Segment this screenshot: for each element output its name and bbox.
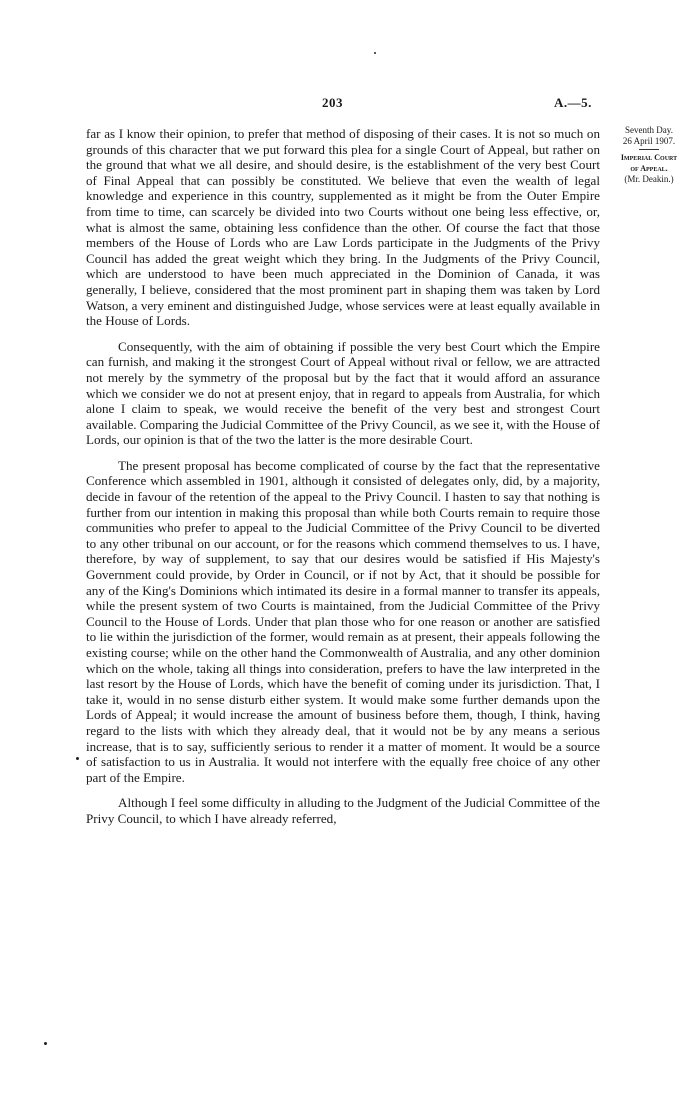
scan-speck — [44, 1042, 47, 1045]
body-text — [86, 126, 600, 837]
scan-speck — [374, 52, 376, 54]
margin-speaker: (Mr. Deakin.) — [624, 174, 674, 184]
margin-subject-line2: of Appeal. — [630, 164, 668, 173]
paragraph-3: The present proposal has become complicated of course by the fact that the representative Conference which assembled in 1901, although it consisted of delegates only, did, by a majority, decide in favour of the retention of the appeal to the Privy Council. I hasten to say that nothing is further from our intention in making this proposal than while both Courts remain to require those communities who prefer to appeal to the Judicial Committee of the Privy Council to be diverted to any other tribunal on our account, or for the reasons which commend themselves to us. I have, therefore, by way of supplement, to say that our desires would be satisfied if His Majesty's Government could provide, by Order in Council, or if not by Act, that it should be possible for any of the King's Dominions which intimated its desire in a formal manner to transfer its appeals, while the present system of two Courts is maintained, from the Judicial Committee of the Privy Council to the House of Lords. Under that plan those who for one reason or another are satisfied to lie within the jurisdiction of the former, would remain as at present, their appeals following the existing course; while on the other hand the Commonwealth of Australia, and any other dominion which on the whole, taking all things into consideration, prefers to have the law interpreted in the last resort by the House of Lords, which have the benefit of coming under its jurisdiction. That, I take it, would in no sense disturb either system. It would make some further demands upon the Lords of Appeal; it would increase the amount of business before them, though, I think, having regard to the lists with which they already deal, that it would not be by any means a serious increase, that is to say, sufficiently serious to render it a matter of moment. It would be a source of satisfaction to us in Australia. It would not interfere with the equally free choice of any other part of the Empire. — [86, 457, 600, 785]
margin-notes — [604, 125, 694, 185]
paragraph-2: Consequently, with the aim of obtaining if possible the very best Court which the Empire can furnish, and making it the strongest Court of Appeal without rival or fellow, we are attracted not merely by the symmetry of the proposal but by the fact that it would afford an assurance which we consider we do not at present enjoy, that in regard to appeals from Australia, for which alone I claim to speak, we would receive the benefit of the very best and strongest Court available. Comparing the Judicial Committee of the Privy Council, as we see it, with the House of Lords, our opinion is that of the two the latter is the more desirable Court. — [86, 338, 600, 448]
margin-subject-line1: Imperial Court — [620, 153, 678, 162]
scan-speck — [76, 757, 79, 760]
margin-divider — [639, 149, 659, 150]
paragraph-1: far as I know their opinion, to prefer that method of disposing of their cases. It is not so much on grounds of this character that we put forward this plea for a single Court of Appeal, but rather on the ground that what we all desire, and should desire, is the establishment of the very best Court of Final Appeal that can possibly be constituted. We believe that even the wealth of legal knowledge and experience in this country, supplemented as it might be from the Outer Empire from time to time, can scarcely be divided into two Courts without one being less effective, or, what is almost the same, obtaining less confidence than the other. Of course the fact that those members of the House of Lords who are Law Lords participate in the Judgments of the Privy Council has added the great weight which they bring. In the Judgments of the Privy Council, which are understood to have been much appreciated in the Dominion of Canada, it was generally, I believe, considered that the most prominent part in shaping them was taken by Lord Watson, a very eminent and distinguished Judge, whose services were at least equally available in the House of Lords. — [86, 126, 600, 329]
margin-day: Seventh Day. — [625, 125, 673, 135]
document-reference: A.—5. — [554, 95, 592, 110]
margin-date: 26 April 1907. — [622, 136, 676, 146]
paragraph-4: Although I feel some difficulty in alluding to the Judgment of the Judicial Committee of the Privy Council, to which I have already referred, — [86, 795, 600, 826]
page-number: 203 — [322, 95, 343, 110]
